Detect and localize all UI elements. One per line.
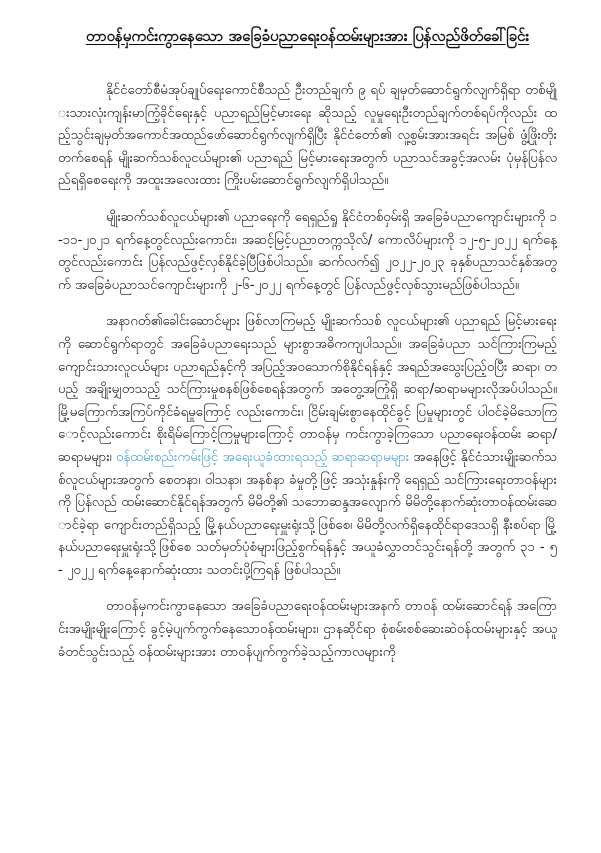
paragraph-3-text-after: အနေဖြင့် နိုင်ငံသားမျိုးဆက်သစ်လူငယ်များအတွက် စေတနာ၊ ဝါသနာ၊ အနစ်နာ ခံမှုတို့ဖြင့် အသုံးနှုန်းကို ရေရှည် သင်ကြားရေးတာဝန်များကို ပြန်လည် ထမ်းဆောင်နိုင်ရန်အတွက် မိမိတို့၏ သဘောဆန္ဒအလျောက် မိမိတို့နောက်ဆုံးတာဝန်ထမ်းဆောင်ခဲ့ရာ ကျောင်းတည်ရှိသည့် မြို့နယ်ပညာရေးမှူးရုံးသို့ဖြစ်စေ၊ မိမိတို့လက်ရှိနေထိုင်ရာဒေသရှိ နီးစပ်ရာ မြို့နယ်ပညာရေးမှူးရုံးသို့ဖြစ်စေ သတ်မှတ်ပုံစံများဖြည့်စွက်ရန်နှင့် အယူခံလွှာတင်သွင်းရန်တို့ အတွက် ၃၁ - ၅ - ၂၀၂၂ ရက်နေ့နောက်ဆုံးထား သတင်းပို့ကြရန် ဖြစ်ပါသည်။ bbox=[58, 449, 557, 578]
highlighted-phrase: ဝန်ထမ်းစည်းကမ်းဖြင့် အရေးယူခံထားရသည့် ဆရာဆရာမများ bbox=[116, 449, 410, 465]
document-title: တာဝန်မှကင်းကွာနေသော အခြေခံပညာရေးဝန်ထမ်းများအား ပြန်လည်ဖိတ်ခေါ်ခြင်း bbox=[85, 27, 530, 45]
paragraph-3-text-before: အနာဂတ်၏ခေါင်းဆောင်များ ဖြစ်လာကြမည့် မျိုးဆက်သစ် လူငယ်များ၏ ပညာရည် မြင့်မားရေးကို ဆောင်ရွက်ရာတွင် အခြေခံပညာရေးသည် များစွာအဓိကကျပါသည်။ အခြေခံပညာ သင်ကြားကြမည့် ကျောင်းသားလူငယ်များ ပညာရည်နှင့်ကို အပြည့်အဝသောက်စိုနိုင်ရန်နှင့် အရည်အသွေးပြည့်ဝပြီး ဆရာ၊ တပည့် အချိုးမျှတသည့် သင်ကြားမှုစနစ်ဖြစ်စေရန်အတွက် အတွေ့အကြုံရှိ ဆရာ/ဆရာမများလိုအပ်ပါသည်။ မြို့မကြောက်အကြပ်ကိုင်ခံရမှုကြောင့် လည်းကောင်း၊ ငြိမ်းချမ်းစွာနေထိုင်ခွင့် ပြမှုများတွင် ပါဝင်ခဲ့မိသောကြောင့်လည်းကောင်း စိုးရိမ်ကြောင့်ကြမှုများကြောင့် တာဝန်မှ ကင်းကွာခဲ့ကြသော ပညာရေးဝန်ထမ်း ဆရာ/ဆရာမများ၊ bbox=[58, 314, 557, 465]
paragraph-3 bbox=[58, 311, 557, 582]
paragraph-1: နိုင်ငံတော်စီမံအုပ်ချုပ်ရေးကောင်စီသည် ဦးတည်ချက် ၉ ရပ် ချမှတ်ဆောင်ရွက်လျက်ရှိရာ တစ်မျိုးသားလုံးကျန်းမာကြံ့ခိုင်ရေးနှင့် ပညာရည်မြင့်မားရေး ဆိုသည့် လူမှုရေးဦးတည်ချက်တစ်ရပ်ကိုလည်း ထည့်သွင်းချမှတ်အကောင်အထည်ဖော်ဆောင်ရွက်လျက်ရှိပြီး နိုင်ငံတော်၏ လူ့စွမ်းအားအရင်း အမြစ် ဖွံ့ဖြိုးတိုးတက်စေရန် မျိုးဆက်သစ်လူငယ်များ၏ ပညာရည် မြင့်မားရေးအတွက် ပညာသင်အခွင့်အလမ်း ပုံမှန်ပြန်လည်ရရှိစေရေးကို အထူးအလေးထား ကြိုးပမ်းဆောင်ရွက်လျက်ရှိပါသည်။ bbox=[58, 83, 557, 189]
paragraph-4: တာဝန်မှကင်းကွာနေသော အခြေခံပညာရေးဝန်ထမ်းများအနက် တာဝန် ထမ်းဆောင်ရန် အကြောင်းအမျိုးမျိုးကြောင့် ခွင့်မဲ့ပျက်ကွက်နေသောဝန်ထမ်းများ၊ ဌာနဆိုင်ရာ စုံစမ်းစစ်ဆေးဆဲဝန်ထမ်းများနှင့် အယူခံတင်သွင်းသည့် ဝန်ထမ်းများအား တာဝန်ပျက်ကွက်ခဲ့သည့်ကာလများကို bbox=[58, 599, 557, 660]
paragraph-2: မျိုးဆက်သစ်လူငယ်များ၏ ပညာရေးကို ရေရှည်ရှု နိုင်ငံတစ်ဝှမ်းရှိ အခြေခံပညာကျောင်းများကို ၁-၁၁-၂၀၂၁ ရက်နေ့တွင်လည်းကောင်း၊ အဆင့်မြင့်ပညာတက္ကသိုလ်/ ကောလိပ်များကို ၁၂-၅-၂၀၂၂ ရက်နေ့တွင်လည်းကောင်း ပြန်လည်ဖွင့်လှစ်နိုင်ခဲ့ပြီဖြစ်ပါသည်။ ဆက်လက်၍ ၂၀၂၂-၂၀၂၃ ခုနှစ်ပညာသင်နှစ်အတွက် အခြေခံပညာသင်ကျောင်းများကို ၂-၆-၂၀၂၂ ရက်နေ့တွင် ပြန်လည်ဖွင့်လှစ်သွားမည်ဖြစ်ပါသည်။ bbox=[58, 209, 557, 293]
